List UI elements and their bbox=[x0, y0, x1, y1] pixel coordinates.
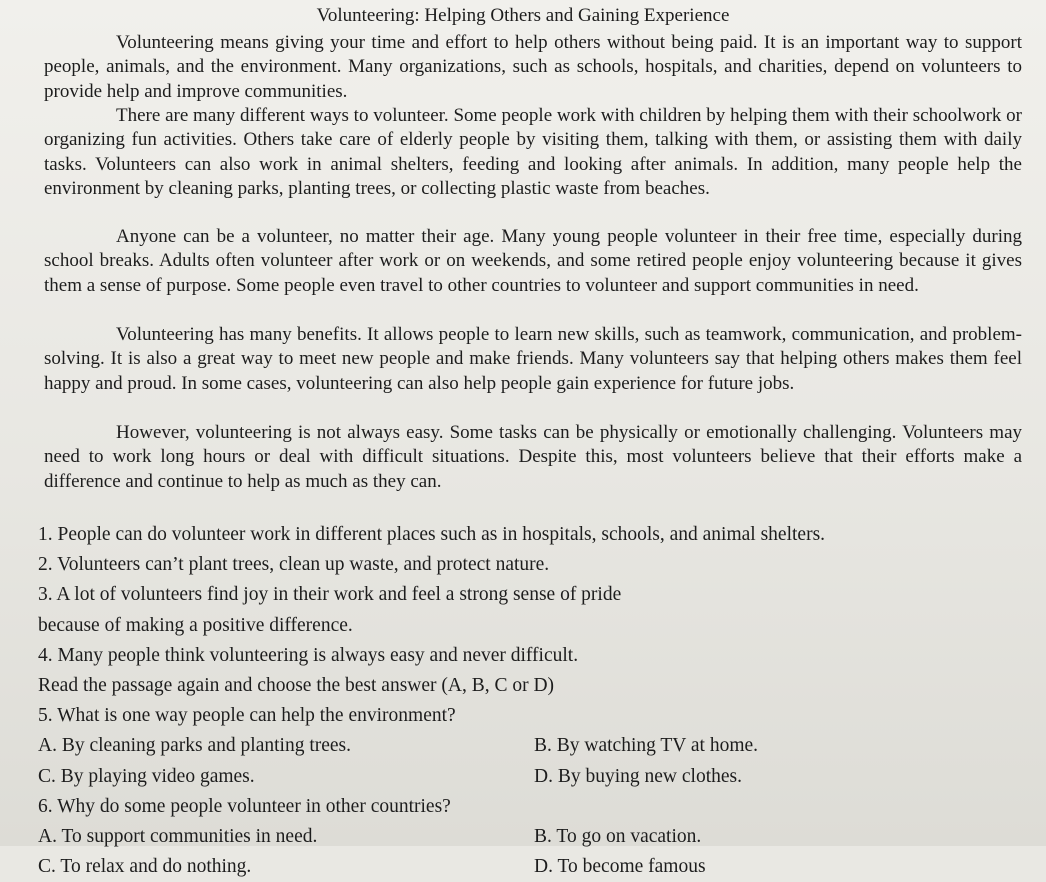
paragraph-3 bbox=[44, 225, 1022, 298]
paragraph-text: However, volunteering is not always easy. Some tasks can be physically or emotionally challenging. Volunteers may need to work long hours or deal with difficult situations. Despite this, most volunteers believe that their efforts make a difference and continue to help as much as they can. bbox=[44, 422, 1022, 492]
paragraph-text: Volunteering means giving your time and effort to help others without being paid. It is an important way to support people, animals, and the environment. Many organizations, such as schools, hospitals, and charities, depend on volunteers to provide help and improve communities. bbox=[44, 32, 1022, 102]
paragraph-text: There are many different ways to volunteer. Some people work with children by helping them with their schoolwork or organizing fun activities. Others take care of elderly people by visiting them, talking with them, or assisting them with daily tasks. Volunteers can also work in animal shelters, feeding and looking after animals. In addition, many people help the environment by cleaning parks, planting trees, or collecting plastic waste from beaches. bbox=[44, 105, 1022, 199]
paragraph-4 bbox=[44, 323, 1022, 396]
paragraph-text: Anyone can be a volunteer, no matter their age. Many young people volunteer in their free time, especially during school breaks. Adults often volunteer after work or on weekends, and some retired people enjoy volunteering because it gives them a sense of purpose. Some people even travel to other countries to volunteer and support communities in need. bbox=[44, 226, 1022, 296]
statement-3-continued: because of making a positive difference. bbox=[38, 614, 353, 636]
option-d: D. By buying new clothes. bbox=[534, 765, 742, 787]
exercise-section bbox=[38, 520, 1028, 882]
options-row bbox=[38, 852, 1028, 882]
question-6: 6. Why do some people volunteer in other countries? bbox=[38, 795, 451, 817]
option-a: A. To support communities in need. bbox=[38, 826, 318, 847]
options-row bbox=[38, 822, 1028, 852]
paragraph-text: Volunteering has many benefits. It allows people to learn new skills, such as teamwork, communication, and problem-solving. It is also a great way to meet new people and make friends. Many volunteers say that helping others makes them feel happy and proud. In some cases, volunteering can also help people gain experience for future jobs. bbox=[44, 324, 1022, 394]
options-row bbox=[38, 762, 1028, 792]
option-a: A. By cleaning parks and planting trees. bbox=[38, 735, 351, 757]
statement-2: 2. Volunteers can’t plant trees, clean up waste, and protect nature. bbox=[38, 554, 550, 576]
statement-1: 1. People can do volunteer work in different places such as in hospitals, schools, and animal shelters. bbox=[38, 524, 826, 545]
question-5: 5. What is one way people can help the environment? bbox=[38, 705, 456, 727]
options-row bbox=[38, 731, 1028, 761]
paragraph-1 bbox=[44, 31, 1022, 104]
option-d: D. To become famous bbox=[534, 856, 706, 878]
passage-title: Volunteering: Helping Others and Gaining Experience bbox=[316, 5, 730, 26]
instruction: Read the passage again and choose the best answer (A, B, C or D) bbox=[38, 675, 555, 697]
option-c: C. By playing video games. bbox=[38, 765, 255, 787]
paragraph-2 bbox=[44, 104, 1022, 201]
paragraph-5 bbox=[44, 421, 1022, 494]
statement-4: 4. Many people think volunteering is always easy and never difficult. bbox=[38, 644, 579, 666]
option-b: B. By watching TV at home. bbox=[534, 735, 759, 757]
option-c: C. To relax and do nothing. bbox=[38, 856, 252, 878]
option-b: B. To go on vacation. bbox=[534, 826, 702, 847]
statement-3: 3. A lot of volunteers find joy in their work and feel a strong sense of pride bbox=[38, 584, 622, 606]
